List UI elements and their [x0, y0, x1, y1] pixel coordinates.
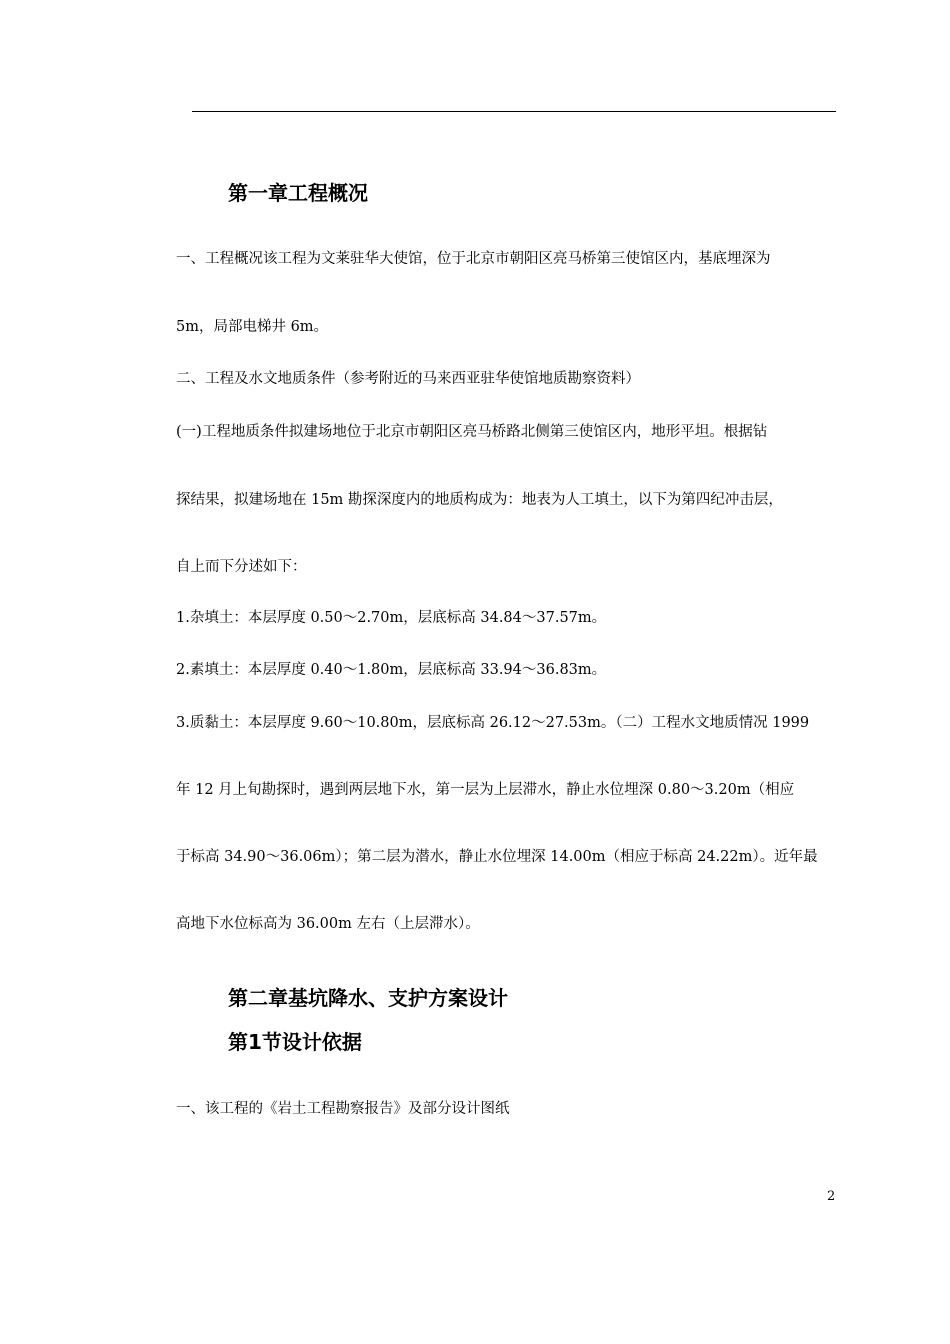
- page-number: 2: [827, 1189, 836, 1204]
- paragraph-line: 高地下水位标高为 36.00m 左右（上层滞水）。: [176, 916, 480, 932]
- paragraph-line: 二、工程及水文地质条件（参考附近的马来西亚驻华使馆地质勘察资料）: [176, 371, 640, 387]
- paragraph-line: 一、工程概况该工程为文莱驻华大使馆，位于北京市朝阳区亮马桥第三使馆区内，基底埋深为: [176, 251, 771, 267]
- paragraph-line: 自上而下分述如下：: [176, 559, 307, 575]
- section-1-heading: 第1节设计依据: [228, 1030, 362, 1054]
- paragraph-line: 2.素填土：本层厚度 0.40～1.80m，层底标高 33.94～36.83m。: [176, 662, 607, 678]
- paragraph-line: (一)工程地质条件拟建场地位于北京市朝阳区亮马桥路北侧第三使馆区内，地形平坦。根据钻: [176, 424, 768, 440]
- paragraph-line: 1.杂填土：本层厚度 0.50～2.70m，层底标高 34.84～37.57m。: [176, 610, 607, 626]
- paragraph-line: 5m，局部电梯井 6m。: [176, 319, 329, 335]
- paragraph-line: 探结果，拟建场地在 15m 勘探深度内的地质构成为：地表为人工填土，以下为第四纪冲击层，: [176, 492, 783, 508]
- paragraph-line: 年 12 月上旬勘探时，遇到两层地下水，第一层为上层滞水，静止水位埋深 0.80～3.20m（相应: [176, 782, 795, 798]
- chapter-1-heading: 第一章工程概况: [228, 181, 368, 205]
- chapter-2-heading: 第二章基坑降水、支护方案设计: [228, 986, 508, 1010]
- paragraph-line: 一、该工程的《岩土工程勘察报告》及部分设计图纸: [176, 1101, 510, 1117]
- header-rule: [192, 111, 836, 112]
- paragraph-line: 3.质黏土：本层厚度 9.60～10.80m，层底标高 26.12～27.53m。（二）工程水文地质情况 1999: [176, 715, 810, 731]
- paragraph-line: 于标高 34.90～36.06m）；第二层为潜水，静止水位埋深 14.00m（相应于标高 24.22m）。近年最: [176, 849, 818, 865]
